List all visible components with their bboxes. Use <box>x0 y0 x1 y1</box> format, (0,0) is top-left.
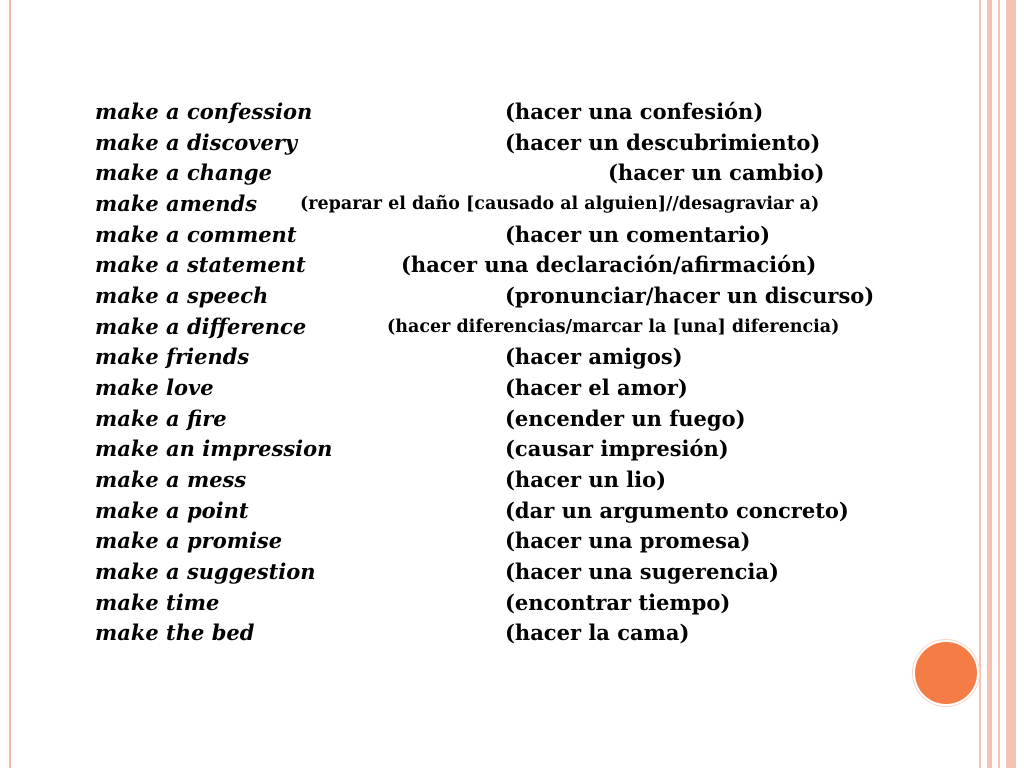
phrase-spanish: (causar impresión) <box>505 436 729 461</box>
phrase-spanish: (pronunciar/hacer un discurso) <box>505 283 875 308</box>
phrase-row <box>95 620 945 650</box>
phrase-english: make friends <box>95 344 250 369</box>
phrase-spanish: (hacer el amor) <box>505 375 688 400</box>
phrase-english: make a comment <box>95 222 297 247</box>
phrase-english: make time <box>95 590 220 615</box>
phrase-row <box>95 498 945 528</box>
phrase-spanish: (hacer diferencias/marcar la [una] diferencia) <box>387 317 840 337</box>
phrase-spanish: (encender un fuego) <box>505 406 746 431</box>
phrase-row <box>95 559 945 589</box>
phrase-spanish: (hacer amigos) <box>505 344 683 369</box>
phrase-row <box>95 528 945 558</box>
phrase-english: make a suggestion <box>95 559 316 584</box>
phrase-row <box>95 222 945 252</box>
phrase-english: make a promise <box>95 528 283 553</box>
phrase-spanish: (hacer un comentario) <box>505 222 771 247</box>
phrase-english: make love <box>95 375 214 400</box>
phrase-row <box>95 590 945 620</box>
phrase-spanish: (hacer una declaración/afirmación) <box>401 252 817 277</box>
phrase-spanish: (hacer un descubrimiento) <box>505 130 821 155</box>
phrase-spanish: (dar un argumento concreto) <box>505 498 849 523</box>
phrase-row <box>95 160 945 190</box>
phrase-english: make a change <box>95 160 272 185</box>
phrase-english: make a fire <box>95 406 227 431</box>
phrase-spanish: (hacer una sugerencia) <box>505 559 779 584</box>
phrase-english: make a difference <box>95 314 307 339</box>
phrase-row <box>95 130 945 160</box>
phrase-spanish: (hacer un cambio) <box>608 160 825 185</box>
phrase-row <box>95 467 945 497</box>
phrase-english: make a confession <box>95 99 313 124</box>
phrase-spanish: (hacer una confesión) <box>505 99 764 124</box>
phrase-row <box>95 314 945 344</box>
phrase-row <box>95 406 945 436</box>
phrase-english: make amends <box>95 191 258 216</box>
phrase-spanish: (hacer un lio) <box>505 467 667 492</box>
phrase-row <box>95 191 945 221</box>
phrase-english: make an impression <box>95 436 333 461</box>
phrase-english: make a statement <box>95 252 306 277</box>
phrase-spanish: (encontrar tiempo) <box>505 590 731 615</box>
phrase-row <box>95 252 945 282</box>
phrase-english: make a point <box>95 498 249 523</box>
phrase-row <box>95 283 945 313</box>
phrase-row <box>95 99 945 129</box>
phrase-spanish: (reparar el daño [causado al alguien]//desagraviar a) <box>300 194 820 214</box>
phrase-english: make the bed <box>95 620 255 645</box>
phrase-spanish: (hacer la cama) <box>505 620 690 645</box>
phrase-english: make a speech <box>95 283 269 308</box>
phrase-row <box>95 344 945 374</box>
phrase-english: make a discovery <box>95 130 298 155</box>
phrase-spanish: (hacer una promesa) <box>505 528 751 553</box>
phrase-row <box>95 436 945 466</box>
phrase-english: make a mess <box>95 467 247 492</box>
phrase-row <box>95 375 945 405</box>
